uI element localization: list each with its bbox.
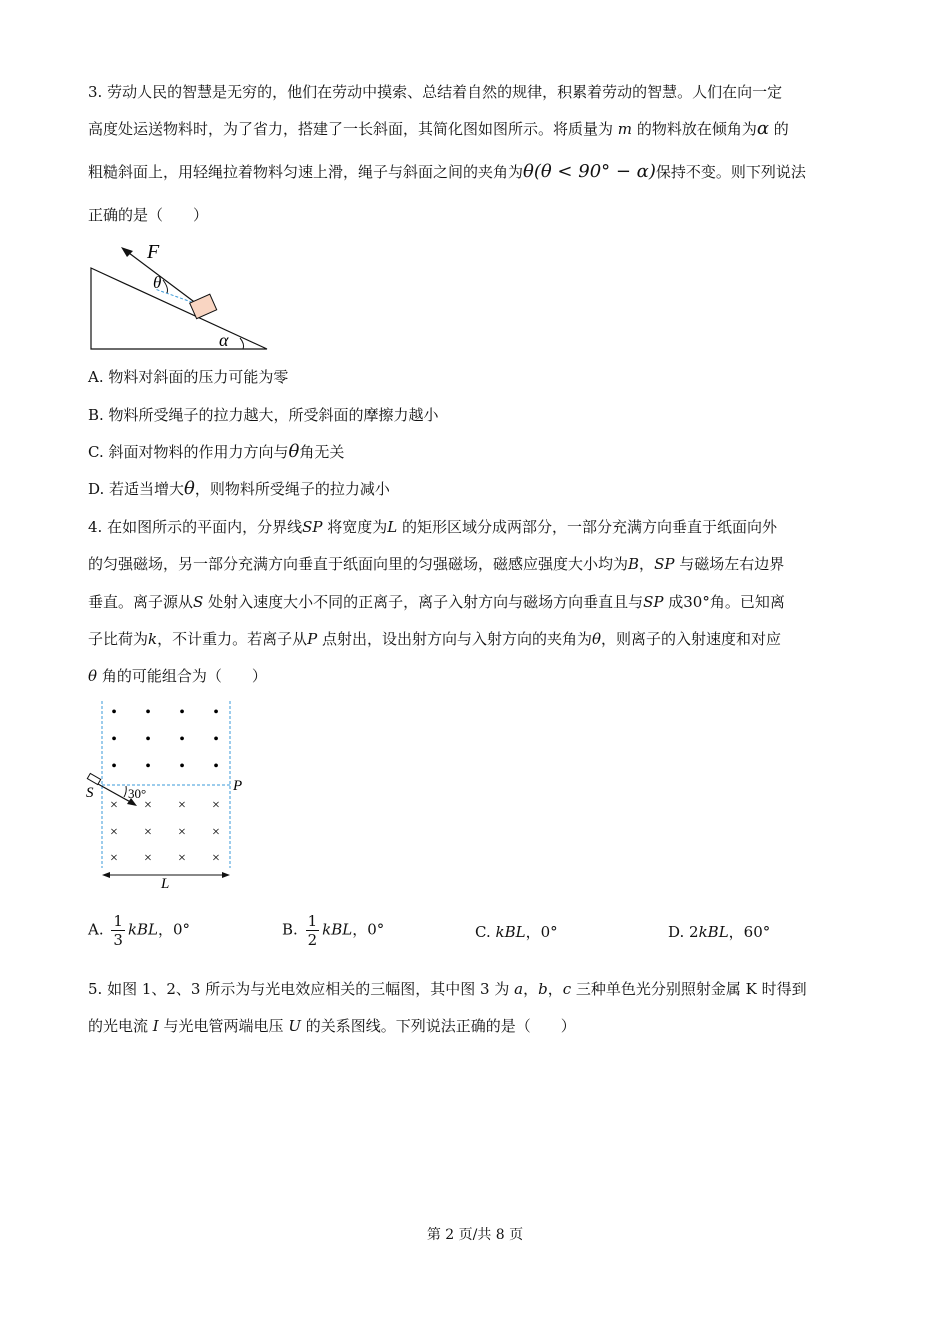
q3-option-d: D. 若适当增大θ，则物料所受绳子的拉力减小	[88, 478, 390, 499]
q4-option-c: C. kBL，0°	[475, 923, 558, 941]
cross: ×	[110, 825, 118, 840]
fraction: $\frac{1}{2}$	[307, 912, 318, 949]
q3-line-3: 粗糙斜面上，用轻绳拉着物料匀速上滑，绳子与斜面之间的夹角为θ(θ < 90° − α)保持不变。则下列说法	[88, 161, 806, 182]
cross: ×	[212, 798, 220, 813]
crosses-into-page	[110, 798, 220, 866]
q3-option-b: B. 物料所受绳子的拉力越大，所受斜面的摩擦力越小	[88, 406, 439, 424]
q4-option-b: B. $\frac{1}{2}$ kBL，0°	[282, 912, 385, 949]
dot: •	[213, 704, 219, 721]
q4-option-a: A. $\frac{1}{3}$ kBL，0°	[88, 912, 191, 949]
cross: ×	[144, 851, 152, 866]
angle-label: 30°	[128, 786, 147, 801]
force-label: F	[147, 241, 160, 263]
cross: ×	[212, 825, 220, 840]
force-arrowhead	[121, 247, 133, 257]
q3-option-a: A. 物料对斜面的压力可能为零	[88, 368, 289, 386]
q4-line-2: 的匀强磁场，另一部分充满方向垂直于纸面向里的匀强磁场，磁感应强度大小均为B，SP 与磁场左右边界	[88, 555, 785, 573]
dot: •	[213, 758, 219, 775]
cross: ×	[178, 851, 186, 866]
alpha-label: α	[219, 330, 229, 350]
cross: ×	[178, 825, 186, 840]
angle-arc	[124, 786, 126, 797]
dot: •	[145, 704, 151, 721]
q3-incline-figure	[85, 238, 275, 358]
dot: •	[179, 758, 185, 775]
width-arrow-left	[102, 872, 110, 878]
theta-label: θ	[153, 273, 162, 292]
dot: •	[111, 758, 117, 775]
q3-line-2: 高度处运送物料时，为了省力，搭建了一长斜面，其简化图如图所示。将质量为 m 的物料放在倾角为α 的	[88, 118, 789, 139]
alpha-arc	[240, 338, 244, 349]
incline-triangle	[91, 268, 267, 349]
width-label: L	[161, 876, 170, 890]
q4-line-5: θ 角的可能组合为（ ）	[88, 667, 267, 685]
q3-line-1: 3. 劳动人民的智慧是无穷的，他们在劳动中摸索、总结着自然的规律，积累着劳动的智慧。人们在向一定	[88, 83, 783, 101]
cross: ×	[178, 798, 186, 813]
dot: •	[145, 731, 151, 748]
q3-line-4: 正确的是（ ）	[88, 206, 209, 224]
q5-line-1: 5. 如图 1、2、3 所示为与光电效应相关的三幅图，其中图 3 为 a，b，c 三种单色光分别照射金属 K 时得到	[88, 980, 807, 998]
q3-option-c: C. 斜面对物料的作用力方向与θ角无关	[88, 441, 345, 462]
dot: •	[213, 731, 219, 748]
ion-source	[87, 773, 100, 784]
q4-line-4: 子比荷为k，不计重力。若离子从P 点射出，设出射方向与入射方向的夹角为θ，则离子的入射速度和对应	[88, 630, 782, 648]
cross: ×	[144, 798, 152, 813]
dot: •	[145, 758, 151, 775]
cross: ×	[212, 851, 220, 866]
q5-line-2: 的光电流 I 与光电管两端电压 U 的关系图线。下列说法正确的是（ ）	[88, 1017, 576, 1035]
cross: ×	[110, 798, 118, 813]
q4-line-3: 垂直。离子源从S 处射入速度大小不同的正离子，离子入射方向与磁场方向垂直且与SP 成30°角。已知离	[88, 593, 785, 611]
fraction: $\frac{1}{3}$	[113, 912, 123, 949]
dot: •	[111, 731, 117, 748]
cross: ×	[110, 851, 118, 866]
width-arrow-right	[222, 872, 230, 878]
dot: •	[111, 704, 117, 721]
q4-line-1: 4. 在如图所示的平面内，分界线SP 将宽度为L 的矩形区域分成两部分，一部分充满方向垂直于纸面向外	[88, 518, 778, 536]
dots-out-of-page	[111, 704, 219, 775]
dot: •	[179, 704, 185, 721]
p-label: P	[233, 778, 243, 794]
s-label: S	[86, 785, 94, 801]
q4-magnetic-field-figure	[82, 698, 252, 890]
dot: •	[179, 731, 185, 748]
cross: ×	[144, 825, 152, 840]
page-footer: 第 2 页/共 8 页	[426, 1227, 524, 1243]
q4-option-d: D. 2kBL，60°	[668, 923, 771, 941]
